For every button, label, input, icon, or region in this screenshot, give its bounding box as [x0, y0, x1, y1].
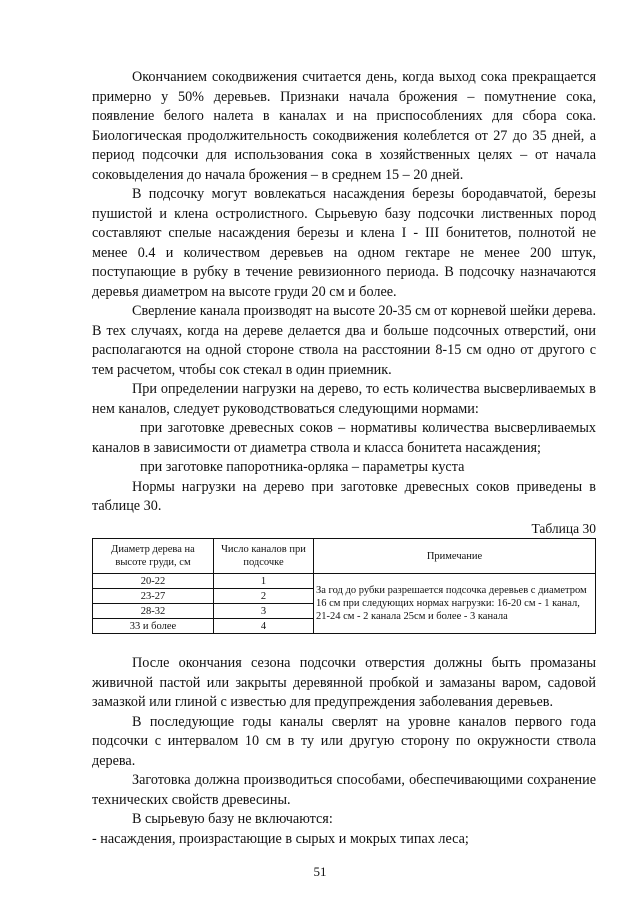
- paragraph-bracken-norms: при заготовке папоротника-орляка – параметры куста: [140, 459, 465, 475]
- table-caption: Таблица 30: [531, 521, 596, 536]
- cell-diameter: 28-32: [93, 604, 214, 619]
- paragraph-sap-flow-end: Окончанием сокодвижения считается день, когда выход сока прекращается примерно у 50% деревьев. Признаки начала брожения – помутнение сока, появление белого налета в каналах и на приспособлениях для сбора сока. Биологическая продолжительность сокодвижения колеблется от 27 до 35 дней, а период подсочки для использования сока в хозяйственных целях – от начала соковыделения до начала брожения – в среднем 15 – 20 дней.: [92, 69, 596, 183]
- body-text-before-table: [92, 68, 596, 517]
- cell-channels: 2: [214, 589, 314, 604]
- paragraph-sap-norms: при заготовке древесных соков – нормативы количества высверливаемых каналов в зависимости от диаметра ствола и класса бонитета насаждения;: [92, 420, 596, 456]
- header-diameter: Диаметр дерева на высоте груди, см: [93, 539, 214, 574]
- paragraph-table-reference: Нормы нагрузки на дерево при заготовке древесных соков приведены в таблице 30.: [92, 478, 596, 514]
- page-number: 51: [313, 864, 327, 879]
- cell-diameter: 23-27: [93, 589, 214, 604]
- paragraph-following-years: В последующие годы каналы сверлят на уровне каналов первого года подсочки с интервалом 10 см в ту или другую сторону по окружности ствола дерева.: [92, 713, 596, 769]
- table-row: [93, 574, 596, 589]
- paragraph-harvesting-methods: Заготовка должна производиться способами, обеспечивающими сохранение технических свойств древесины.: [92, 772, 596, 808]
- paragraph-tapping-stands: В подсочку могут вовлекаться насаждения березы бородавчатой, березы пушистой и клена остролистного. Сырьевую базу подсочки лиственных пород составляют спелые насаждения березы и клена I - III бонитетов, полнотой не менее 0.4 и количеством деревьев на одном гектаре не менее 200 штук, поступающие в рубку в течение ревизионного периода. В подсочку назначаются деревья диаметром на высоте груди 20 см и более.: [92, 186, 596, 300]
- table-header-row: [93, 539, 596, 574]
- cell-channels: 4: [214, 619, 314, 634]
- body-text-after-table: [92, 654, 596, 849]
- cell-note: За год до рубки разрешается подсочка деревьев с диаметром 16 см при следующих нормах нагрузки: 16-20 см - 1 канал, 21-24 см - 2 канала 25см и более - 3 канала: [314, 574, 596, 634]
- cell-diameter: 33 и более: [93, 619, 214, 634]
- header-note: Примечание: [314, 539, 596, 574]
- cell-channels: 3: [214, 604, 314, 619]
- paragraph-load-norms-intro: При определении нагрузки на дерево, то есть количества высверливаемых в нем каналов, следует руководствоваться следующими нормами:: [92, 381, 596, 417]
- header-channels: Число каналов при подсочке: [214, 539, 314, 574]
- cell-channels: 1: [214, 574, 314, 589]
- paragraph-hole-sealing: После окончания сезона подсочки отверстия должны быть промазаны живичной пастой или закрыты деревянной пробкой и замазаны варом, садовой замазкой или глиной с известью для предупреждения заболевания деревьев.: [92, 655, 596, 710]
- paragraph-drilling-height: Сверление канала производят на высоте 20-35 см от корневой шейки дерева. В тех случаях, когда на дереве делается два и больше подсочных отверстий, они располагаются на одной стороне ствола на расстоянии 8-15 см одно от другого с тем расчетом, чтобы сок стекал в один приемник.: [92, 303, 596, 378]
- load-norms-table: [92, 538, 596, 634]
- cell-diameter: 20-22: [93, 574, 214, 589]
- list-item-wet-forests: - насаждения, произрастающие в сырых и мокрых типах леса;: [92, 830, 469, 847]
- paragraph-excluded-intro: В сырьевую базу не включаются:: [132, 811, 333, 827]
